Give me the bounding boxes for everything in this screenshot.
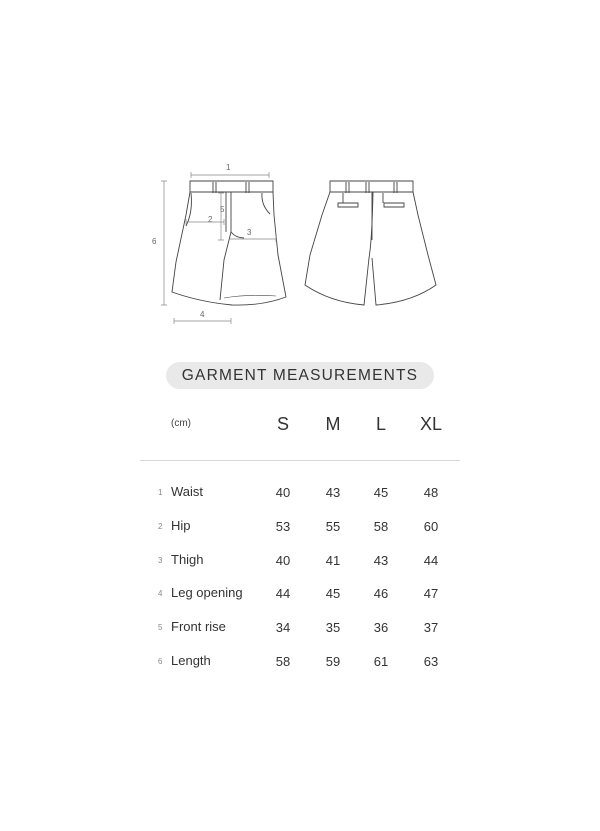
value-s: 40	[275, 485, 291, 500]
dimension-label-2: 2	[208, 215, 213, 224]
value-s: 53	[275, 519, 291, 534]
value-xl: 48	[423, 485, 439, 500]
unit-label: (cm)	[171, 418, 191, 429]
value-m: 59	[325, 654, 341, 669]
row-index: 5	[158, 623, 163, 632]
header-divider	[140, 460, 460, 461]
dimension-lines	[161, 172, 276, 324]
measurement-row-hip	[0, 518, 600, 538]
back-view-shorts	[305, 181, 436, 305]
row-label: Hip	[171, 518, 191, 533]
dimension-label-3: 3	[247, 228, 252, 237]
measurement-row-leg-opening	[0, 585, 600, 605]
row-label: Front rise	[171, 619, 226, 634]
value-xl: 47	[423, 586, 439, 601]
row-label: Thigh	[171, 552, 204, 567]
row-label: Leg opening	[171, 585, 243, 600]
value-s: 34	[275, 620, 291, 635]
dimension-label-1: 1	[226, 163, 231, 172]
value-s: 40	[275, 553, 291, 568]
value-l: 45	[373, 485, 389, 500]
value-l: 43	[373, 553, 389, 568]
value-xl: 44	[423, 553, 439, 568]
dimension-label-6: 6	[152, 237, 157, 246]
size-header-s: S	[276, 414, 290, 434]
measurement-row-length	[0, 653, 600, 673]
row-index: 1	[158, 488, 163, 497]
size-header-xl: XL	[419, 414, 443, 434]
row-index: 6	[158, 657, 163, 666]
dimension-numbers	[152, 163, 252, 319]
value-m: 55	[325, 519, 341, 534]
table-title: GARMENT MEASUREMENTS	[166, 362, 434, 389]
measurement-row-waist	[0, 484, 600, 504]
value-l: 61	[373, 654, 389, 669]
row-index: 3	[158, 556, 163, 565]
value-l: 58	[373, 519, 389, 534]
row-label: Waist	[171, 484, 204, 499]
measurement-row-front-rise	[0, 619, 600, 639]
dimension-label-5: 5	[220, 205, 225, 214]
front-view-shorts	[172, 181, 286, 305]
value-m: 41	[325, 553, 341, 568]
value-m: 43	[325, 485, 341, 500]
size-header-m: M	[325, 414, 341, 434]
size-header-l: L	[375, 414, 387, 434]
value-m: 35	[325, 620, 341, 635]
value-l: 46	[373, 586, 389, 601]
shorts-technical-drawing	[0, 0, 600, 340]
value-xl: 60	[423, 519, 439, 534]
row-index: 4	[158, 589, 163, 598]
value-s: 44	[275, 586, 291, 601]
value-xl: 63	[423, 654, 439, 669]
value-s: 58	[275, 654, 291, 669]
measurement-row-thigh	[0, 552, 600, 572]
value-l: 36	[373, 620, 389, 635]
dimension-label-4: 4	[200, 310, 205, 319]
value-xl: 37	[423, 620, 439, 635]
row-label: Length	[171, 653, 211, 668]
value-m: 45	[325, 586, 341, 601]
row-index: 2	[158, 522, 163, 531]
